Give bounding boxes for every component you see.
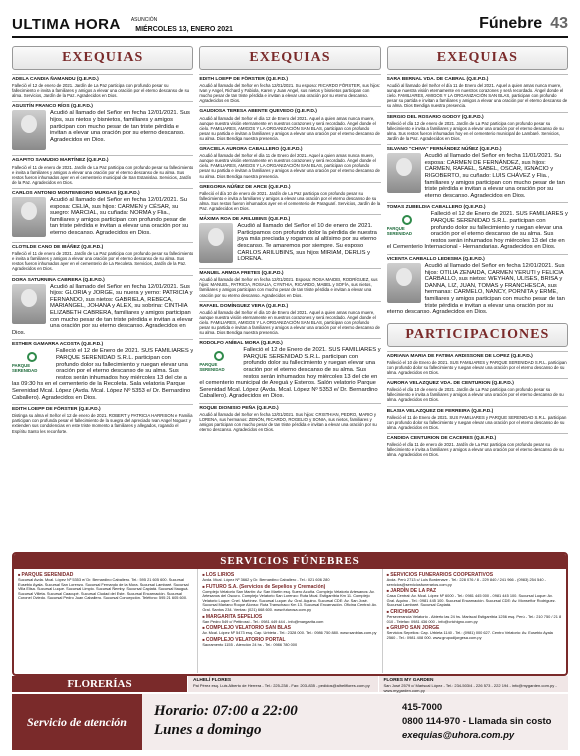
obituary-text: Acudió al llamado del Señor en fecha 12/01/2021. Sus hijos: GLORIA y JORGE, su nuera y yerno: PATRICIA y FERNANDO, sus nietos: GABRIELA, REBECA, MARIANGEL, JOHANA y ALEX, su sobrina: CINTHIA ELIZABETH CABRERA, familiares y amigos participan con mucho pesar de tan triste pérdida e invitan a elevar una oración por su eterno descanso. Agradecidos en Dios.	[12, 283, 193, 336]
obituary-text: Distinga su alma el Señor el 12 de enero de 2021. ROBERT y PATRICIA HARRISON e Familia participan con profunda pesar el fallecimiento de la suegra del apreciado Ivan Angel Noguez y extienden sus condolencias en este triste momento a familiares y allegados, rogando el Espíritu Santo les reconforte.	[12, 413, 193, 434]
deceased-name: CLOTILDE CANO DE IBÁÑEZ (Q.E.P.D.)	[12, 245, 104, 251]
deceased-name: MÁXIMA ROA DE ARILUBINS (Q.E.P.D.)	[199, 217, 291, 223]
provider-name: ■ MARGARITA SEPELIOS	[202, 614, 377, 620]
obituary-entry	[387, 74, 568, 112]
serenidad-icon	[27, 352, 37, 362]
obituary-text: Acudió al llamado del Señor en fecha 12/01/2021. Su esposo: RICARDO FÖRSTER, sus hijos: Ivan y Angel, Richard y Fabiola, Karen y Juan Angel, sus nietos y bisnietos participan con mucho pesar de tan triste pérdida e invitan a elevar una oración por su eterno descanso. Agradecidos en Dios.	[199, 83, 381, 104]
provider-details: Sucursal Avda. Mcal. López Nº 5353 e/ Dr. Bernardino Caballero. Tel.: 595 21 605 600. Sucursal Eusebio Ayala. Sucursal San Lorenzo. Sucursal Fernando de la Mora. Sucursal Lambaré. Sucursal Villa Elisa. Sucursal Luque. Sucursal Limpio. Sucursal Ñemby. Sucursal Capiatá. Sucursal Itauguá. Sucursal Villeta. Sucursal Caacupé. Sucursal Ciudad del Este. Sucursal Encarnación. Sucursal Coronel Oviedo. Sucursal Pedro Juan Caballero. Sucursal Concepción. Teléfono: 595 21 605 600.	[18, 577, 189, 601]
provider-details: Av. Mcal. López Nº 5473 esq. Cap. Urbieta - Tel.: 2328 000. Tel.: 0986 750 880. www.sanblas.com.py	[202, 630, 377, 636]
obituary-entry	[387, 378, 568, 405]
obituary-entry	[199, 182, 380, 214]
obituary-entry	[387, 202, 568, 254]
services-title: SERVICIOS FÚNEBRES	[14, 554, 566, 569]
provider-name: ■ PARQUE SERENIDAD	[18, 572, 193, 578]
obituary-text: Acudió al llamado del Señor en fecha 12/01/2021. Su esposa: CELIA, sus hijos: CARMEN y CÉSAR, su suegro: MARCIAL, su cuñada: NORMA y Flia., familiares y amigos participan con profundo pesar de tan triste pérdida e invitan a elevar una oración por su eterno descanso. Agradecidos en Dios.	[50, 197, 189, 236]
obituary-entry	[387, 112, 568, 144]
obituary-entry	[199, 301, 380, 339]
exequias-header: EXEQUIAS	[387, 46, 568, 70]
obituary-text: Falleció el día 10 de enero de 2021. Jardín de La Paz participa con profundo pesar su fallecimiento e invita a familiares y amigos a elevar una oración por el eterno descanso de su alma. Sus restos fueron inhumados ayer en el cementerio de Paraguarí. Servicios, Jardín de la Paz. Agradecidos en Dios.	[199, 190, 381, 211]
provider-details: Sacramento 1155 - Atención 24 hs - Tel.: 0986 780 000	[202, 641, 298, 647]
provider-name: ■ CRICHIGNO	[387, 609, 562, 615]
services-column	[14, 569, 198, 673]
florist-name: FLORES MY GARDEN	[383, 678, 434, 683]
masthead-date: MIÉRCOLES 13, ENERO 2021	[135, 26, 233, 33]
deceased-name: ESTHER GAMARRA ACOSTA (Q.E.P.D.)	[12, 342, 104, 348]
parque-serenidad-logo	[12, 349, 52, 375]
obituary-text: Falleció el 12 de enero de 2021. Jardín de La Paz participa con profundo pesar su fallecimiento e invita a familiares y amigos a elevar una oración por el eterno descanso de su alma. Servicios, Jardín de la Paz. Agradecidos en Dios.	[12, 83, 189, 99]
provider-details: San Pedro 549 c/ Pettirossi - Tel.: 0981 449 444 - info@margarita.com	[202, 618, 324, 624]
logo-text: PARQUE SERENIDAD	[199, 361, 225, 372]
parque-serenidad-logo	[387, 212, 427, 238]
column-middle	[199, 46, 380, 548]
obituary-text: Acudió al llamado del Señor en fecha 11/01/2021. Su esposa: CARMEN DE FERNÁNDEZ, sus hijos: CARMEN, RAFAEL, SABEL, OSCAR, IGNACIO y RIGOBERTO, su cuñado: LUIS CHÁVEZ y Flia., familiares y amigos participan con mucho pesar de tan triste pérdida e invitan a elevar una oración por su eterno descanso. Agradecidos en Dios.	[424, 153, 565, 199]
florist-entry	[378, 676, 569, 692]
obituary-text: Falleció el 12 de Enero de 2021. SUS FAMILIARES y PARQUE SERENIDAD S.R.L. participan con profundo dolor su fallecimiento y ruegan elevar una oración por el eterno descanso de su alma. Sus restos serán inhumados hoy miércoles 13 del cte en el cementerio municipal de Areguá y Esteros. Salón velatorio Parque Serenidad Mcal. López (Avda. Mcal. López Nº 5353 e/ Dr. Bernardino Caballero). Agradecidos en Dios.	[199, 347, 381, 400]
logo-text: PARQUE SERENIDAD	[12, 362, 38, 373]
obituary-entry	[199, 144, 380, 182]
obituary-text: Falleció el 11 de Enero de 2021. SUS FAMILIARES y PARQUE SERENIDAD S.R.L. participan con profundo dolor su fallecimiento y ruegan elevar una oración por el eterno descanso de su alma. Agradecidos en Dios.	[386, 414, 567, 430]
deceased-name: AGUSTÍN FRANCO RÍOS (Q.E.P.D.)	[12, 104, 93, 110]
deceased-name: ADRIANA MARIA DE FATIMA ARDISSONE DE LOPEZ (Q.E.P.D.)	[386, 353, 533, 359]
obituary-entry	[387, 433, 568, 460]
deceased-name: GAUDIOSA TERESA ABENTE QUEVEDO (Q.E.P.D.)	[199, 109, 317, 115]
obituary-columns	[12, 46, 568, 548]
free-phone-number: 0800 114-970 - Llamada sin costo	[402, 716, 552, 727]
provider-details: Casa Central: Av. Mcal. López Nº 6000 - Tel.: 0981 445 000 - 0981 445 100. Sucursal Luque: Av. Gral. Aquino - Tel.: 0981 445 100. Sucursal Encarnación. Sucursal CDE: Av. Monseñor Rodríguez. Sucursal Lambaré. Sucursal Capiatá.	[386, 593, 556, 608]
deceased-name: AURORA VELAZQUEZ VDA. DE CENTURION (Q.E.P.D.)	[386, 381, 514, 387]
obituary-entry	[199, 74, 380, 106]
deceased-name: EDITH LOEPP DE FÖRSTER (Q.E.P.D.)	[199, 77, 289, 82]
serenidad-icon	[402, 215, 412, 225]
funeral-services-directory	[12, 552, 568, 676]
obituary-text: Acudió al llamado del Señor en fecha 12/01/2021. Esposa: ROSA MAIDEI, RODRÍGUEZ, sus hijos: MANUEL, PATRICIA, ROSALIA, CYNTHIA, RICARDO, MABEL y SOFÍA, sus nietos, familiares y amigos participan con mucho pesar de tan triste pérdida e invitan a elevar una oración por su eterno descanso. Agradecidos en Dios.	[199, 277, 378, 298]
obituary-entry	[12, 242, 193, 274]
participaciones-header: PARTICIPACIONES	[387, 323, 568, 347]
deceased-name: ROQUE DIONISIO PEÑA (Q.E.P.D.)	[199, 406, 279, 412]
obituary-text: Acudió al llamado del Señor en fecha 12/01/2021. Sus hijos: CRISTHIAN, PEDRO, MARIO y LORENA, sus hermanos: ZENÓN, RICARDO, ROGELIO y SONIA, sus nietos, familiares y amigos participan con mucho pesar de tan triste pérdida e invitan a elevar una oración por su eterno descanso. Agradecidos en Dios.	[199, 412, 377, 433]
obituary-entry	[199, 268, 380, 300]
serenidad-icon	[214, 351, 224, 361]
obituary-entry	[12, 404, 193, 436]
portrait-photo	[12, 197, 46, 237]
provider-details: Avda. Perú 2713 c/ Luis Bordenave - Tel.: 228 076 / 8 - 229 840 / 241 966 - (0983) 254 540 - servicios@serviciosfunerarios.com.py	[386, 577, 546, 587]
florerias-bar	[12, 676, 568, 692]
florerias-label: FLORERÍAS	[12, 676, 187, 692]
obituary-entry	[12, 275, 193, 340]
contact-email: exequias@uhora.com.py	[402, 730, 515, 741]
column-left	[12, 46, 193, 548]
obituary-text: Falleció el día 12 de enero de 2021. Jardín de La Paz participa con profundo pesar su fallecimiento e invita a familiares y amigos a elevar una oración por el eterno descanso de su alma. Sus restos fueron inhumados hoy en el cementerio municipal de Lambaré. Servicios, Jardín de la Paz. Agradecidos en Dios.	[386, 120, 564, 141]
provider-name: ■ JARDÍN DE LA PAZ	[387, 588, 562, 594]
florist-details: San José 2579 c/ Mariscal López - Tel.: 234-503/4 - 226 573 - 222 194 - info@mygarden.com.py - www.mygarden.com.py	[383, 683, 557, 693]
service-footer	[12, 694, 568, 750]
masthead	[12, 8, 568, 38]
obituary-entry	[387, 144, 568, 202]
parque-serenidad-logo	[199, 348, 239, 374]
portrait-photo	[387, 263, 421, 303]
obituary-text: Falleció el día 10 de enero de 2021. Jardín de La Paz participa con profundo pesar su fallecimiento e invita a familiares y amigos a elevar una oración por el eterno descanso de su alma. Agradecidos en Dios.	[386, 387, 564, 403]
obituary-entry	[387, 351, 568, 378]
obituary-text: Falleció el 12 de Enero de 2021. SUS FAMILIARES y PARQUE SERENIDAD S.R.L. participan con profundo dolor su fallecimiento y ruegan elevar una oración por el eterno descanso de su alma. Sus restos serán inhumados hoy miércoles 13 del cte a las 09:30 hs en el cementerio de la Recoleta. Sala velatoria Parque Serenidad Mcal. López (Avda. Mcal. López Nº 5353 e/ Dr. Bernardino Caballero). Agradecidos en Dios.	[12, 348, 194, 401]
deceased-name: SARA BERNAL VDA. DE CABRAL (Q.E.P.D.)	[386, 77, 489, 82]
exequias-header: EXEQUIAS	[199, 46, 380, 70]
provider-name: ■ SERVICIOS FUNERARIOS COOPERATIVOS	[387, 572, 562, 578]
deceased-name: CARLOS ANTONIO MONTENEGRO MURGAS (Q.E.P.D.)	[12, 190, 140, 196]
deceased-name: AGAPITO SAMUDIO MARTÍNEZ (Q.E.P.D.)	[12, 158, 109, 164]
provider-name: ■ COMPLEJO VELATORIO SAN BLAS	[202, 625, 377, 631]
portrait-photo	[12, 284, 46, 324]
column-right	[387, 46, 568, 548]
masthead-city: ASUNCIÓN	[130, 17, 158, 23]
provider-details: Complejo Velatorio San Martín: Av. San Martín esq. Suero Acuña. Complejo Velatorio Artesanos: Av. Artesanos del Oscuro. Complejo Velatorio San Lorenzo: Ruta Mcal. Estigarribia Km 11. Complejo Velatorio Luque: Cnel. Martínez. Sucursal Luque: Av. Gral. Aquino. Sucursal CDE: Av. San José. Sucursal Mariano Roque Alonso: Ruta Transchaco Km 13. Sucursal Encarnación. Oficina Central: Av. Gral. Santos 234. Ventas: (021) 668 600. www.futurosa.com.py	[202, 588, 377, 612]
deceased-name: MANUEL ARMOA FRETES (Q.E.P.D.)	[199, 271, 284, 277]
deceased-name: SERGIO DEL ROSARIO GODOY (Q.E.P.D.)	[386, 114, 484, 120]
obituary-text: Acudió al llamado del Señor en fecha 12/01/2021. Sus hijos, sus nietos y bisnietos, familiares y amigos participan con mucho pesar de tan triste pérdida e invitan a elevar una oración por su eterno descanso. Agradecidos en Dios.	[50, 110, 190, 143]
deceased-name: CANDIDA CENTURION DE CACERES (Q.E.P.D.)	[386, 435, 497, 441]
portrait-photo	[199, 223, 233, 263]
obituary-entry	[199, 338, 380, 403]
provider-details: Avda. Mcal. López Nº 3662 y Dr. Bernardino Caballero - Tel.: 021 606 280	[202, 577, 330, 582]
deceased-name: DORA SATURNINA CABRERA (Q.E.P.D.)	[12, 277, 105, 283]
provider-details: Perseverancia Velatorio - Abierto las 24 hs. Mariscal Estigarribia 1256 esq. Perú - Tel.: 210 750 / 21 8 010 - Telefax: 0981 436 000 - info@crichigno.com.py	[386, 613, 562, 624]
obituary-text: Falleció el 12 de Enero de 2021. SUS FAMILIARES y PARQUE SERENIDAD S.R.L. participan con profundo dolor su fallecimiento y ruegan elevar una oración por el eterno descanso de su alma. Sus restos serán inhumados hoy miércoles 13 del cte en el Cementerio Internacional - Hernandarias. Agradecidos en Dios.	[386, 211, 568, 251]
hours-line: Horario: 07:00 a 22:00	[154, 703, 298, 719]
obituary-text: Acudió al llamado del Señor el día 12 de Enero del 2021. Aquel a quien amas nunca muere, aunque nuestra visión eternamente en nuestros corazones y será recordado. Ángel donde el cielo. FAMILIARES, AMIGOS Y LA ORGANIZACIÓN SAN BLAS, participan con profundo pesar su partida e invitan a familiares y amigos a elevar una oración por el eterno descanso de su alma. Dios Bendiga nuestra presencia.	[199, 115, 380, 141]
obituary-text: Acudió al llamado del Señor en fecha 12/01/2021. Sus hijos: OTILIA ZENAIDA, CARMEN YERUTI y FELICIA CARBALLO, sus nietos: WEYHAN, ULISES, BRISA y DANNA, LIZ, JUAN, TOMAS y FRANCHESCA, sus hermanas: CARMELO, NANCY, PORNITA y ERME, familiares y amigos participan con mucho pesar de tan triste pérdida e invitan a elevar una oración por su eterno descanso. Agradecidos en Dios.	[386, 263, 565, 316]
deceased-name: BLASIA VELAZQUEZ DE FERREIRA (Q.E.P.D.)	[386, 408, 494, 414]
florist-details: Pai Pérez esq. Luis Alberto de Herrera - Tel.: 225-238 - Fax: 203-835 - pedidos@alheliflores.com.py	[193, 683, 370, 688]
obituary-text: Acudió al llamado del Señor el día 11 de Enero del 2021. Aquel a quien amas nunca muere, aunque nuestra visión eternamente en nuestros corazones y será recordado. Ángel donde el cielo. FAMILIARES, AMIGOS Y LA ORGANIZACIÓN SAN BLAS, participan con profundo pesar su partida e invitan a familiares y amigos a elevar una oración por el eterno descanso de su alma. Dios Bendiga nuestra presencia.	[199, 153, 380, 179]
contact-block	[398, 694, 568, 750]
obituary-text: Acudió al llamado del Señor el día 10 de Enero del 2021. Aquel a quien amas nunca muere, aunque nuestra visión eternamente en nuestros corazones y será recordado. Ángel donde el cielo. FAMILIARES, AMIGOS Y LA ORGANIZACIÓN SAN BLAS, participan con profundo pesar su partida e invitan a familiares y amigos a elevar una oración por el eterno descanso de su alma. Dios Bendiga nuestra presencia.	[199, 309, 380, 336]
newspaper-brand: ULTIMA HORA	[12, 16, 121, 33]
deceased-name: EDITH LOEPP DE FÖRSTER (Q.E.P.D.)	[12, 407, 101, 413]
florist-entry	[187, 676, 378, 692]
obituary-entry	[12, 74, 193, 101]
deceased-name: RODOLFO ANÍBAL MORA (Q.E.P.D.)	[199, 341, 283, 347]
portrait-photo	[12, 110, 46, 150]
florist-name: ALHELÍ FLORES	[193, 678, 232, 683]
obituary-entry	[199, 403, 380, 435]
service-hours	[142, 694, 398, 750]
deceased-name: SILVANO "CHIVA" FERNÁNDEZ NÚÑEZ (Q.E.P.D.)	[386, 147, 502, 153]
logo-text: PARQUE SERENIDAD	[386, 225, 412, 236]
provider-name: ■ GRUPO SAN JORGE	[387, 625, 562, 631]
obituary-text: Falleció el 11 de enero de 2021. Jardín de La Paz participa con profundo pesar su fallecimiento e invita a familiares y amigos a elevar una oración por el eterno descanso de su alma. Sus restos fueron inhumados ayer en el cementerio de La Recoleta. Servicios, Jardín de la Paz. Agradecidos en Dios.	[12, 251, 194, 272]
obituary-entry	[12, 188, 193, 242]
obituary-entry	[387, 254, 568, 319]
phone-number: 415-7000	[402, 702, 443, 713]
services-column	[383, 569, 566, 673]
days-line: Lunes a domingo	[154, 722, 262, 738]
obituary-entry	[12, 155, 193, 187]
provider-name: ■ COMPLEJO VELATORIO PORTAL	[202, 637, 377, 643]
deceased-name: TOMAS ZUBELDIA CABALLERO (Q.E.P.D.)	[386, 205, 486, 211]
exequias-header: EXEQUIAS	[12, 46, 193, 70]
deceased-name: VICENTA CARBALLO LEDESMA (Q.E.P.D.)	[386, 256, 485, 262]
obituary-text: Acudió al llamado del Señor el día 11 de Enero del 2021. Aquel a quien amas nunca muere, aunque nuestra visión eternamente en nuestros corazones y será recordado. Ángel donde el cielo. FAMILIARES, AMIGOS Y LA ORGANIZACIÓN SAN BLAS, participan con profundo pesar su partida e invitan a familiares y amigos a elevar una oración por el eterno descanso de su alma. Dios Bendiga nuestra presencia.	[386, 83, 568, 109]
obituary-text: Acudió al llamado del Señor el 10 de enero de 2021. Participamos con profundo dolor la pérdida de nuestra joya más preciada y rogamos al altísimo por su eterno descanso. Te amaremos por siempre. Su esposo CARLOS ARILUBINS, sus hijos MIRIAM, DERLIS y LORENA.	[237, 223, 377, 263]
obituary-entry	[12, 339, 193, 404]
provider-details: Servicios Sepelios: Cap. Urbieta 1140 - Tel.: (0981) 000 627. Centro Velatorio: Av. Eusebio Ayala 2560 - Tel.: 0981 408 000. www.grupodijorgesa.com.py	[386, 630, 553, 640]
page-number: 43	[550, 15, 568, 32]
obituary-text: Falleció el día 11 de enero de 2021. Jardín de La Paz participa con profundo pesar su fallecimiento e invita a familiares y amigos a elevar una oración por el eterno descanso de su alma. Agradecidos en Dios.	[386, 442, 564, 458]
deceased-name: GREGORIA NÚÑEZ DE ARCE (Q.E.P.D.)	[199, 184, 291, 190]
service-label: Servicio de atención	[12, 694, 142, 750]
deceased-name: ADELA CANDIA ÑAMANDU (Q.E.P.D.)	[12, 77, 99, 82]
provider-name: ■ FUTURO S.A. (Servicios de Sepelios y Cremación)	[202, 584, 377, 590]
obituary-entry	[12, 101, 193, 155]
deceased-name: RAFAEL DOMÍNGUEZ VERA (Q.E.P.D.)	[199, 303, 289, 309]
obituary-entry	[387, 406, 568, 433]
section-title: Fúnebre	[479, 15, 543, 32]
obituary-text: Falleció el 11 de enero de 2021. Jardín de La Paz participa con profundo pesar su fallecimiento e invita a familiares y amigos a elevar una oración por el eterno descanso de su alma. Sus restos fueron inhumados ayer en el cementerio municipal de San Estanislao. Servicios, Jardín de la Paz. Agradecidos en Dios.	[12, 164, 194, 185]
obituary-text: Falleció el 10 de Enero de 2021. SUS FAMILIARES y PARQUE SERENIDAD S.R.L. participan con profundo dolor su fallecimiento y ruegan elevar una oración por el eterno descanso de su alma. Agradecidos en Dios.	[386, 359, 567, 376]
obituary-entry	[199, 214, 380, 268]
services-column	[198, 569, 382, 673]
provider-name: ■ LOS LIRIOS	[202, 572, 377, 578]
obituary-entry	[199, 106, 380, 144]
deceased-name: GRACIELA AURORA CABALLERO (Q.E.P.D.)	[199, 147, 303, 153]
portrait-photo	[387, 153, 421, 193]
